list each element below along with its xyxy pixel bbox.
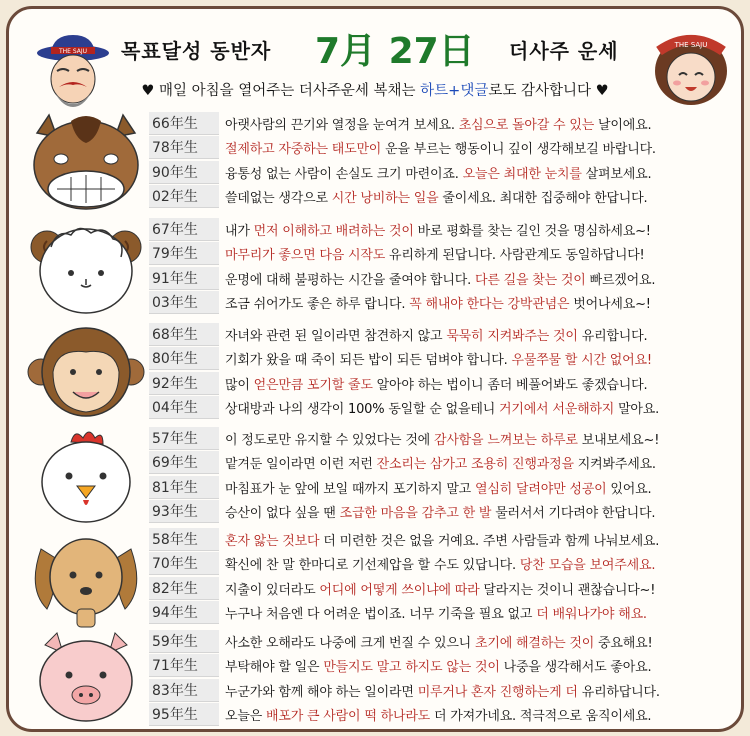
hat-text: THE SAJU xyxy=(58,48,88,55)
birth-year-label: 66年生 xyxy=(149,112,219,135)
fortune-row xyxy=(149,185,656,210)
birth-year-label: 79年生 xyxy=(149,242,219,265)
monkey-icon xyxy=(27,322,145,422)
fortune-row xyxy=(149,160,656,185)
birth-year-label: 92年生 xyxy=(149,372,219,395)
fortune-text: 누구나 처음엔 다 어려운 법이죠. 너무 기죽을 필요 없고 더 배워나가야 해요. xyxy=(225,607,647,623)
fortune-row xyxy=(149,500,659,525)
fortune-rows xyxy=(149,322,659,420)
subtitle-highlight: 하트+댓글 xyxy=(420,83,489,99)
title-left: 목표달성 동반자 xyxy=(121,39,272,63)
fortune-row xyxy=(149,451,659,476)
birth-year-label: 58年生 xyxy=(149,528,219,551)
fortune-text: 마침표가 눈 앞에 보일 때까지 포기하지 말고 열심히 달려야만 성공이 있어요. xyxy=(225,481,652,497)
fortune-rows xyxy=(149,111,656,209)
fortune-text: 내가 먼저 이해하고 배려하는 것이 바로 평화를 찾는 길인 것을 명심하세요~! xyxy=(225,223,651,239)
fortune-text: 융통성 없는 사람이 손실도 크기 마련이죠. 오늘은 최대한 눈치를 살펴보세요. xyxy=(225,166,652,182)
fortune-text: 이 정도로만 유지할 수 있었다는 것에 감사함을 느껴보는 하루로 보내보세요~! xyxy=(225,432,660,448)
fortune-text: 승산이 없다 싶을 땐 조급한 마음을 감추고 한 발 물러서서 기다려야 한답니다. xyxy=(225,506,656,522)
fortune-text: 절제하고 자중하는 태도만이 운을 부르는 행동이니 깊이 생각해보길 바랍니다. xyxy=(225,142,656,158)
fortune-text: 마무리가 좋으면 다음 시작도 유리하게 된답니다. 사람관계도 동일하답니다! xyxy=(225,248,645,264)
fortune-row xyxy=(149,217,655,242)
birth-year-label: 70年生 xyxy=(149,552,219,575)
fortune-rows xyxy=(149,426,659,524)
fortune-row xyxy=(149,678,660,703)
fortune-row xyxy=(149,347,659,372)
fortune-text: 혼자 앓는 것보다 더 미련한 것은 없을 거예요. 주변 사람들과 함께 나눠보세요. xyxy=(225,533,660,549)
subtitle xyxy=(9,79,741,100)
fortune-row xyxy=(149,396,659,421)
fortune-row xyxy=(149,703,660,728)
chicken-icon xyxy=(27,426,145,526)
title-right: 더사주 운세 xyxy=(509,39,619,63)
fortune-row xyxy=(149,527,659,552)
subtitle-pre: ♥ 매일 아침을 열어주는 더사주운세 복채는 xyxy=(141,83,421,99)
title-date: 7月 27日 xyxy=(315,31,475,72)
fortune-text: 조금 쉬어가도 좋은 하루 랍니다. 꼭 해내야 한다는 강박관념은 벗어나세요~! xyxy=(225,297,651,313)
birth-year-label: 95年生 xyxy=(149,703,219,726)
fortune-row xyxy=(149,291,655,316)
birth-year-label: 59年生 xyxy=(149,630,219,653)
header xyxy=(9,17,741,75)
fortune-text: 누군가와 함께 해야 하는 일이라면 미루거나 혼자 진행하는게 더 유리하답니다. xyxy=(225,684,660,700)
dog-icon xyxy=(27,529,145,629)
pig-icon xyxy=(27,629,145,725)
fortune-rows xyxy=(149,629,660,727)
fortune-text: 확신에 찬 말 한마디로 기선제압을 할 수도 있답니다. 당찬 모습을 보여주세요. xyxy=(225,558,656,574)
fortune-text: 상대방과 나의 생각이 100% 동일할 순 없을테니 거기에서 서운해하지 말아요. xyxy=(225,402,660,418)
fortune-row xyxy=(149,601,659,626)
fortune-text: 사소한 오해라도 나중에 크게 번질 수 있으니 초기에 해결하는 것이 중요해요! xyxy=(225,635,653,651)
subtitle-post: 로도 감사합니다 ♥ xyxy=(488,83,609,99)
birth-year-label: 94年生 xyxy=(149,601,219,624)
fortune-rows xyxy=(149,527,659,625)
sheep-icon xyxy=(27,217,145,317)
birth-year-label: 04年生 xyxy=(149,396,219,419)
birth-year-label: 78年生 xyxy=(149,136,219,159)
birth-year-label: 67年生 xyxy=(149,218,219,241)
fortune-text: 아랫사람의 끈기와 열정을 눈여겨 보세요. 초심으로 돌아갈 수 있는 날이에요. xyxy=(225,117,652,133)
birth-year-label: 90年生 xyxy=(149,161,219,184)
fortune-rows xyxy=(149,217,655,315)
fortune-row xyxy=(149,266,655,291)
fortune-row xyxy=(149,576,659,601)
fortune-text: 오늘은 배포가 큰 사람이 떡 하나라도 더 가져가네요. 적극적으로 움직이세요. xyxy=(225,709,652,725)
headband-text: THE SAJU xyxy=(674,41,708,49)
fortune-card xyxy=(6,6,744,732)
horse-icon xyxy=(27,113,145,213)
fortune-row xyxy=(149,426,659,451)
fortune-row xyxy=(149,654,660,679)
fortune-row xyxy=(149,371,659,396)
fortune-row xyxy=(149,629,660,654)
old-man-mascot-icon xyxy=(33,33,113,115)
fortune-row xyxy=(149,111,656,136)
birth-year-label: 71年生 xyxy=(149,654,219,677)
fortune-row xyxy=(149,322,659,347)
birth-year-label: 68年生 xyxy=(149,323,219,346)
fortune-row xyxy=(149,475,659,500)
fortune-row xyxy=(149,552,659,577)
birth-year-label: 91年生 xyxy=(149,267,219,290)
birth-year-label: 80年生 xyxy=(149,347,219,370)
birth-year-label: 69年生 xyxy=(149,451,219,474)
fortune-text: 부탁해야 할 일은 만들지도 말고 하지도 않는 것이 나중을 생각해서도 좋아요. xyxy=(225,660,652,676)
birth-year-label: 02年生 xyxy=(149,185,219,208)
fortune-text: 기회가 왔을 때 죽이 되든 밥이 되든 덤벼야 합니다. 우물쭈물 할 시간 없어요! xyxy=(225,353,652,369)
fortune-text: 맡겨둔 일이라면 이런 저런 잔소리는 삼가고 조용히 진행과정을 지켜봐주세요. xyxy=(225,457,656,473)
fortune-row xyxy=(149,136,656,161)
fortune-text: 많이 얻은만큼 포기할 줄도 알아야 하는 법이니 좀더 베풀어봐도 좋겠습니다. xyxy=(225,377,648,393)
birth-year-label: 57年生 xyxy=(149,427,219,450)
fortune-text: 자녀와 관련 된 일이라면 참견하지 않고 묵묵히 지켜봐주는 것이 유리합니다. xyxy=(225,328,648,344)
birth-year-label: 81年生 xyxy=(149,476,219,499)
fortune-text: 쓸데없는 생각으로 시간 낭비하는 일을 줄이세요. 최대한 집중해야 한답니다. xyxy=(225,191,648,207)
birth-year-label: 82年生 xyxy=(149,577,219,600)
fortune-text: 운명에 대해 불평하는 시간을 줄여야 합니다. 다른 길을 찾는 것이 빠르겠어요. xyxy=(225,272,656,288)
birth-year-label: 83年生 xyxy=(149,679,219,702)
fortune-row xyxy=(149,242,655,267)
birth-year-label: 03年生 xyxy=(149,291,219,314)
birth-year-label: 93年生 xyxy=(149,500,219,523)
fortune-text: 지출이 있더라도 어디에 어떻게 쓰이냐에 따라 달라지는 것이니 괜찮습니다~! xyxy=(225,582,656,598)
